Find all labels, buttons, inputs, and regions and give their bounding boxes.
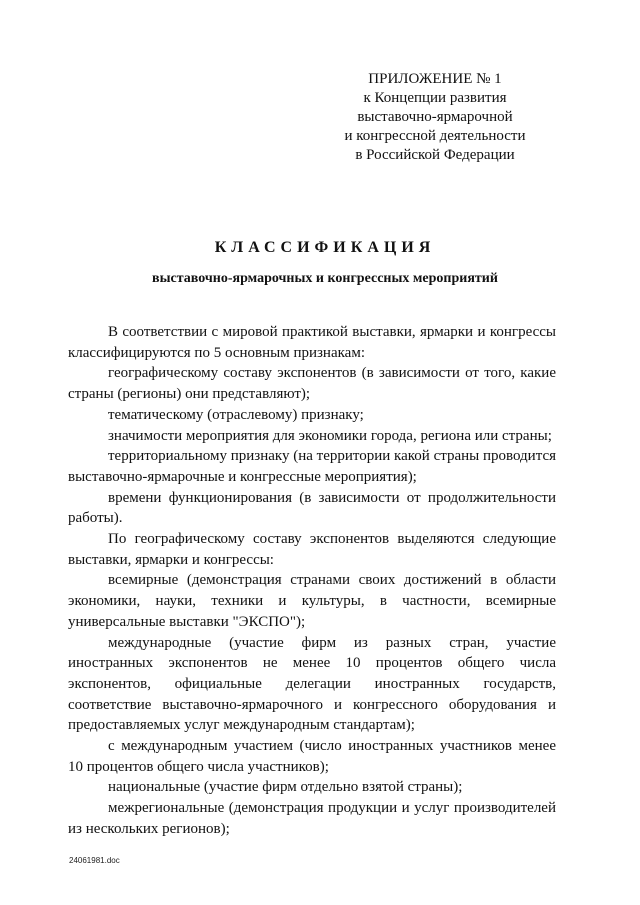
paragraph: значимости мероприятия для экономики города, региона или страны;: [108, 427, 552, 444]
paragraph: времени функционирования (в зависимости от продолжительности работы).: [68, 489, 556, 527]
document-code: 24061981.doc: [69, 856, 120, 865]
document-subtitle: выставочно-ярмарочных и конгрессных мероприятий: [152, 271, 498, 286]
paragraph: межрегиональные (демонстрация продукции и услуг производителей из нескольких регионов);: [68, 800, 556, 837]
document-heading: [60, 238, 590, 288]
appendix-line: ПРИЛОЖЕНИЕ № 1: [368, 71, 502, 87]
document-title: КЛАССИФИКАЦИЯ: [214, 239, 436, 256]
paragraph: национальные (участие фирм отдельно взятой страны);: [108, 779, 463, 796]
appendix-line: в Российской Федерации: [355, 147, 515, 163]
appendix-line: и конгрессной деятельности: [344, 128, 526, 144]
paragraph: международные (участие фирм из разных стран, участие иностранных экспонентов не менее 10 процентов общего числа экспонентов, официальные делегации иностранных государств, соответствие выставочно-ярмарочного и конгрессного оборудования и предоставляемых услуг международным стандартам);: [68, 634, 556, 734]
appendix-line: выставочно-ярмарочной: [357, 109, 513, 125]
paragraph: всемирные (демонстрация странами своих достижений в области экономики, науки, техники и культуры, в частности, всемирные универсальные выставки "ЭКСПО");: [68, 572, 556, 630]
paragraph: с международным участием (число иностранных участников менее 10 процентов общего числа участников);: [68, 738, 556, 775]
paragraph: географическому составу экспонентов (в зависимости от того, какие страны (регионы) они представляют);: [68, 365, 556, 403]
paragraph: В соответствии с мировой практикой выставки, ярмарки и конгрессы классифицируются по 5 основным признакам:: [68, 324, 556, 361]
paragraph: территориальному признаку (на территории какой страны проводится выставочно-ярмарочные и конгрессные мероприятия);: [68, 448, 557, 485]
appendix-block: [320, 70, 550, 165]
paragraph: тематическому (отраслевому) признаку;: [108, 406, 364, 423]
paragraph: По географическому составу экспонентов выделяются следующие выставки, ярмарки и конгрессы:: [68, 531, 556, 568]
document-body: [68, 322, 556, 840]
appendix-line: к Концепции развития: [363, 90, 507, 106]
